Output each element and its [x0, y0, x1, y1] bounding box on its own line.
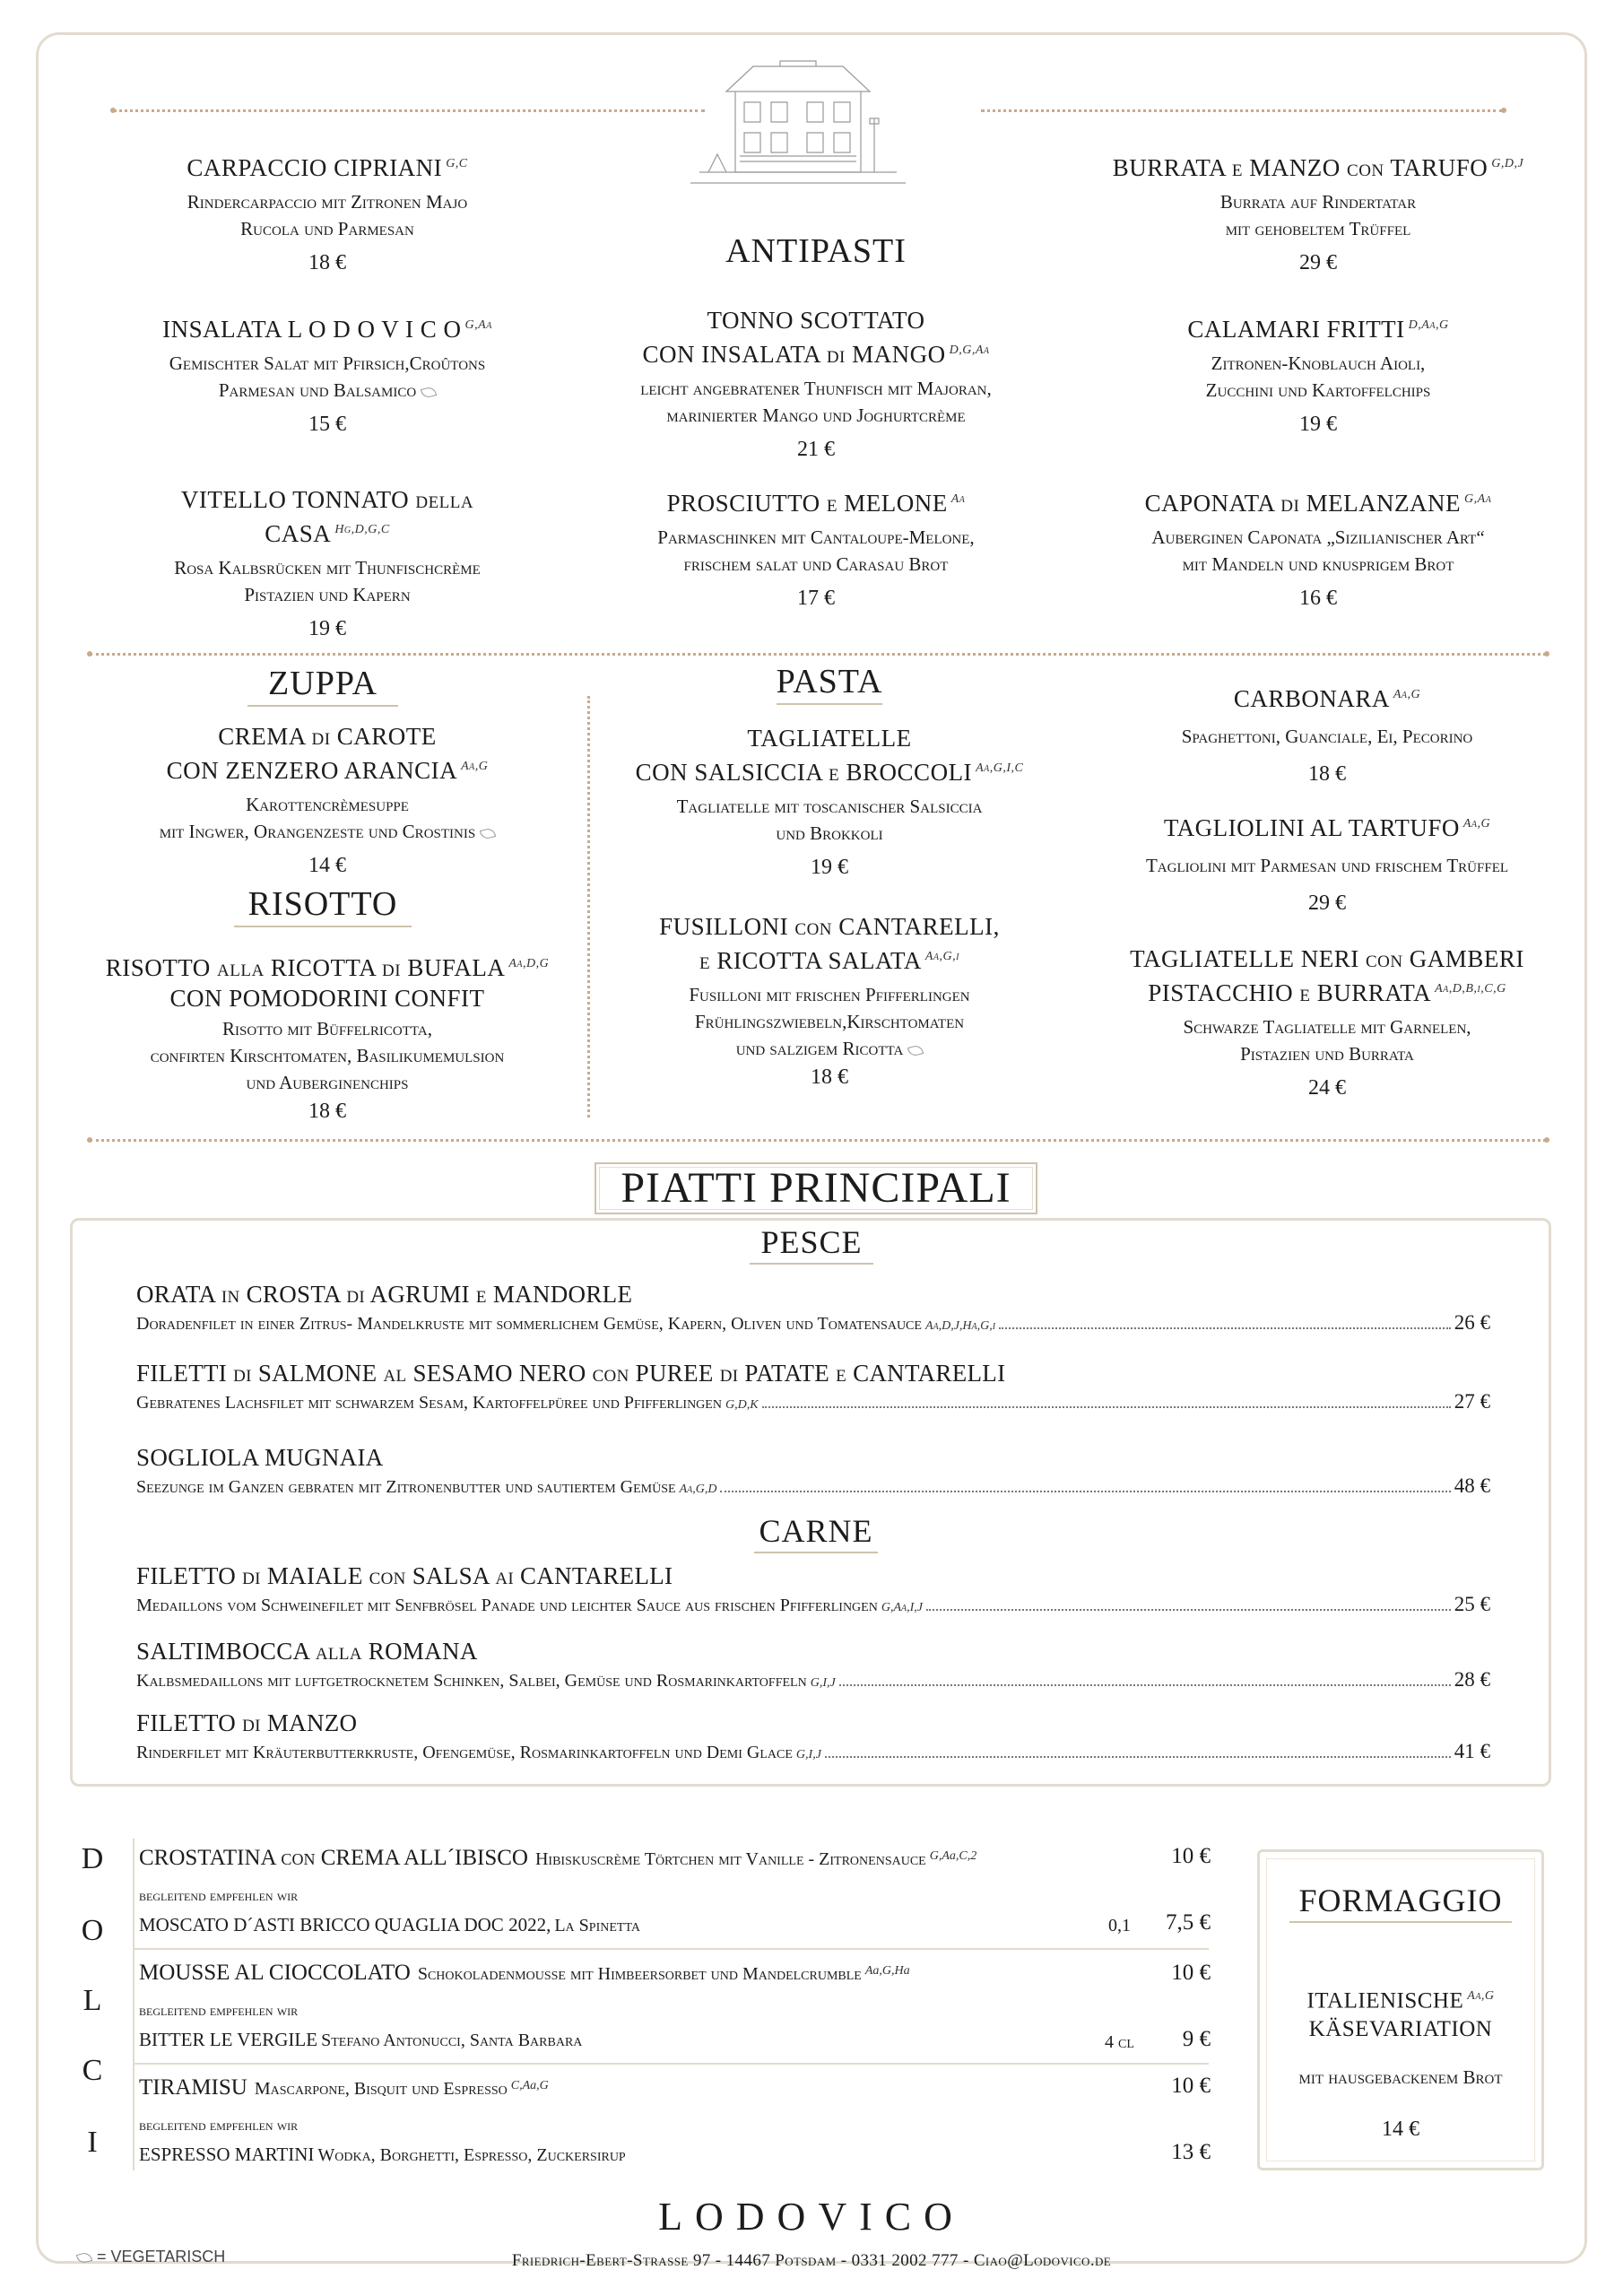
menu-item: INSALATA L O D O V I C O $^{G,Aa}$ Gemischter Salat mit Pfirsich,Croûtons Parmesan und Balsamico 15 € [162, 316, 492, 436]
contact-info: Friedrich-Ebert-Strasse 97 - 14467 Potsdam - 0331 2002 777 - Ciao@Lodovico.de [511, 2251, 1112, 2270]
main-courses-title: PIATTI PRINCIPALI [595, 1162, 1037, 1214]
pairing-item: BITTER LE VERGILE Stefano Antonucci, Santa Barbara [139, 2029, 583, 2050]
dolci-letter: C [82, 2054, 103, 2087]
main-course-row: SOGLIOLA MUGNAIA Seezunge im Ganzen gebraten mit Zitronenbutter und sautiertem Gemüse Aa,G,D 48 € [136, 1444, 1490, 1497]
risotto-title: RISOTTO [229, 884, 417, 927]
main-course-row: FILETTO di MAIALE con SALSA ai CANTARELLI Medaillons vom Schweinefilet mit Senfbrösel Panade und leichter Sauce aus frischen Pfifferlingen G,Aa,I,J 25 € [136, 1562, 1490, 1615]
divider-end [1501, 108, 1506, 113]
dessert-divider [133, 1948, 1209, 1950]
menu-item: BURRATA e MANZO con TARUFO $^{G,D,J}$ Burrata auf Rindertatar mit gehobeltem Trüffel 29 € [1112, 154, 1524, 274]
dessert-divider [133, 2063, 1209, 2065]
dessert-item: MOUSSE AL CIOCCOLATO Schokoladenmousse mit Himbeersorbet und Mandelcrumble $^{Aa,G,Ha}$ [139, 1961, 910, 1985]
menu-item: ITALIENISCHE $^{Aa,G}$ KÄSEVARIATION mit hausgebackenem Brot 14 € [1298, 1988, 1503, 2142]
vegetarian-leaf-icon [480, 827, 496, 840]
menu-item: CAPONATA di MELANZANE $^{G,Aa}$ Auberginen Caponata „Sizilianischer Art“ mit Mandeln und knusprigem Brot 16 € [1144, 490, 1492, 610]
menu-item: TAGLIATELLE NERI con GAMBERI PISTACCHIO e BURRATA $^{Aa,D,B,i,C,G}$ Schwarze Tagliatelle mit Garnelen, Pistazien und Burrata 24 € [1130, 945, 1524, 1100]
pairing-price: 13 € [1171, 2140, 1211, 2164]
menu-item: VITELLO TONNATO della CASA $^{Hg,D,G,C}$ Rosa Kalbsrücken mit Thunfischcrème Pistazien und Kapern 19 € [174, 486, 481, 640]
pairing-price: 9 € [1182, 2027, 1211, 2051]
divider-end [87, 1137, 92, 1143]
building-illustration [690, 56, 906, 190]
formaggio-title: FORMAGGIO [1284, 1882, 1517, 1923]
zuppa-title: ZUPPA [242, 664, 404, 707]
vegetarian-legend: = VEGETARISCH [77, 2248, 225, 2266]
divider-end [1544, 651, 1549, 657]
pairing-price: 7,5 € [1166, 1910, 1211, 1935]
carne-title: CARNE [749, 1512, 883, 1553]
pesce-title: PESCE [744, 1223, 879, 1265]
divider-end [110, 108, 116, 113]
divider [113, 109, 705, 112]
dolci-separator [133, 1839, 135, 2170]
dessert-item: CROSTATINA con CREMA ALL´IBISCO Hibiskuscrème Törtchen mit Vanille - Zitronensauce $^{G,Aa,C,2}$ [139, 1846, 977, 1870]
pairing-item: ESPRESSO MARTINI Wodka, Borghetti, Espresso, Zuckersirup [139, 2144, 626, 2165]
pairing-label: begleitend empfehlen wir [139, 2117, 299, 2134]
column-divider [587, 696, 590, 1118]
main-course-row: FILETTI di SALMONE al SESAMO NERO con PUREE di PATATE e CANTARELLI Gebratenes Lachsfilet mit schwarzem Sesam, Kartoffelpüree und Pfifferlingen G,D,K 27 € [136, 1360, 1490, 1413]
menu-item: CALAMARI FRITTI $^{D,Aa,G}$ Zitronen-Knoblauch Aioli, Zucchini und Kartoffelchips 19 € [1187, 316, 1449, 436]
pairing-quantity: 0,1 [1108, 1916, 1131, 1935]
vegetarian-leaf-icon [76, 2251, 92, 2265]
dolci-letter: L [82, 1984, 102, 2017]
pasta-title: PASTA [771, 662, 888, 705]
dolci-letter: I [87, 2126, 98, 2159]
dessert-price: 10 € [1171, 1961, 1211, 1985]
vegetarian-leaf-icon [421, 386, 437, 399]
menu-item: TONNO SCOTTATO CON INSALATA di MANGO $^{D,G,Aa}$ leicht angebratener Thunfisch mit Majoran, marinierter Mango und Joghurtcrème 21 € [640, 307, 992, 461]
section-divider [90, 653, 1546, 656]
divider-end [87, 651, 92, 657]
menu-item: RISOTTO alla RICOTTA di BUFALA $^{Aa,D,G}$ CON POMODORINI CONFIT Risotto mit Büffelricotta, confirten Kirschtomaten, Basilikumemulsion und Auberginenchips 18 € [105, 954, 550, 1123]
main-course-row: FILETTO di MANZO Rinderfilet mit Kräuterbutterkruste, Ofengemüse, Rosmarinkartoffeln und Demi Glace G,I,J 41 € [136, 1709, 1490, 1762]
menu-item: CARBONARA $^{Aa,G}$ Spaghettoni, Guanciale, Ei, Pecorino 18 € [1181, 685, 1473, 786]
menu-item: FUSILLONI con CANTARELLI, e RICOTTA SALATA $^{Aa,G,i}$ Fusilloni mit frischen Pfifferlingen Frühlingszwiebeln,Kirschtomaten und salzigem Ricotta 18 € [659, 913, 1000, 1089]
divider [981, 109, 1503, 112]
pairing-label: begleitend empfehlen wir [139, 1887, 299, 1904]
dolci-letter: D [81, 1842, 104, 1875]
menu-item: CARPACCIO CIPRIANI $^{G,C}$ Rindercarpaccio mit Zitronen Majo Rucola und Parmesan 18 € [187, 154, 468, 274]
divider-end [1544, 1137, 1549, 1143]
pairing-label: begleitend empfehlen wir [139, 2002, 299, 2019]
main-course-row: ORATA in CROSTA di AGRUMI e MANDORLE Doradenfilet in einer Zitrus- Mandelkruste mit sommerlichem Gemüse, Kapern, Oliven und Tomatensauce Aa,D,J,Ha,G,i 26 € [136, 1281, 1490, 1334]
dessert-price: 10 € [1171, 1844, 1211, 1868]
dessert-price: 10 € [1171, 2074, 1211, 2098]
antipasti-title: ANTIPASTI [725, 232, 907, 270]
section-divider [90, 1139, 1546, 1142]
vegetarian-leaf-icon [907, 1044, 924, 1057]
menu-item: PROSCIUTTO e MELONE $^{Aa}$ Parmaschinken mit Cantaloupe-Melone, frischem salat und Carasau Brot 17 € [657, 490, 975, 610]
pairing-quantity: 4 cl [1105, 2032, 1134, 2052]
menu-item: TAGLIATELLE CON SALSICCIA e BROCCOLI $^{Aa,G,I,C}$ Tagliatelle mit toscanischer Salsiccia und Brokkoli 19 € [635, 725, 1024, 879]
dessert-item: TIRAMISU Mascarpone, Bisquit und Espresso $^{C,Aa,G}$ [139, 2075, 549, 2100]
menu-item: CREMA di CAROTE CON ZENZERO ARANCIA $^{Aa,G}$ Karottencrèmesuppe mit Ingwer, Orangenzeste und Crostinis 14 € [117, 721, 538, 881]
main-course-row: SALTIMBOCCA alla ROMANA Kalbsmedaillons mit luftgetrocknetem Schinken, Salbei, Gemüse und Rosmarinkartoffeln G,I,J 28 € [136, 1638, 1490, 1691]
menu-item: TAGLIOLINI AL TARTUFO $^{Aa,G}$ Tagliolini mit Parmesan und frischem Trüffel 29 € [1145, 814, 1509, 915]
dolci-letter: O [81, 1914, 104, 1947]
restaurant-name: LODOVICO [658, 2195, 965, 2239]
pairing-item: MOSCATO D´ASTI BRICCO QUAGLIA DOC 2022, La Spinetta [139, 1914, 640, 1935]
